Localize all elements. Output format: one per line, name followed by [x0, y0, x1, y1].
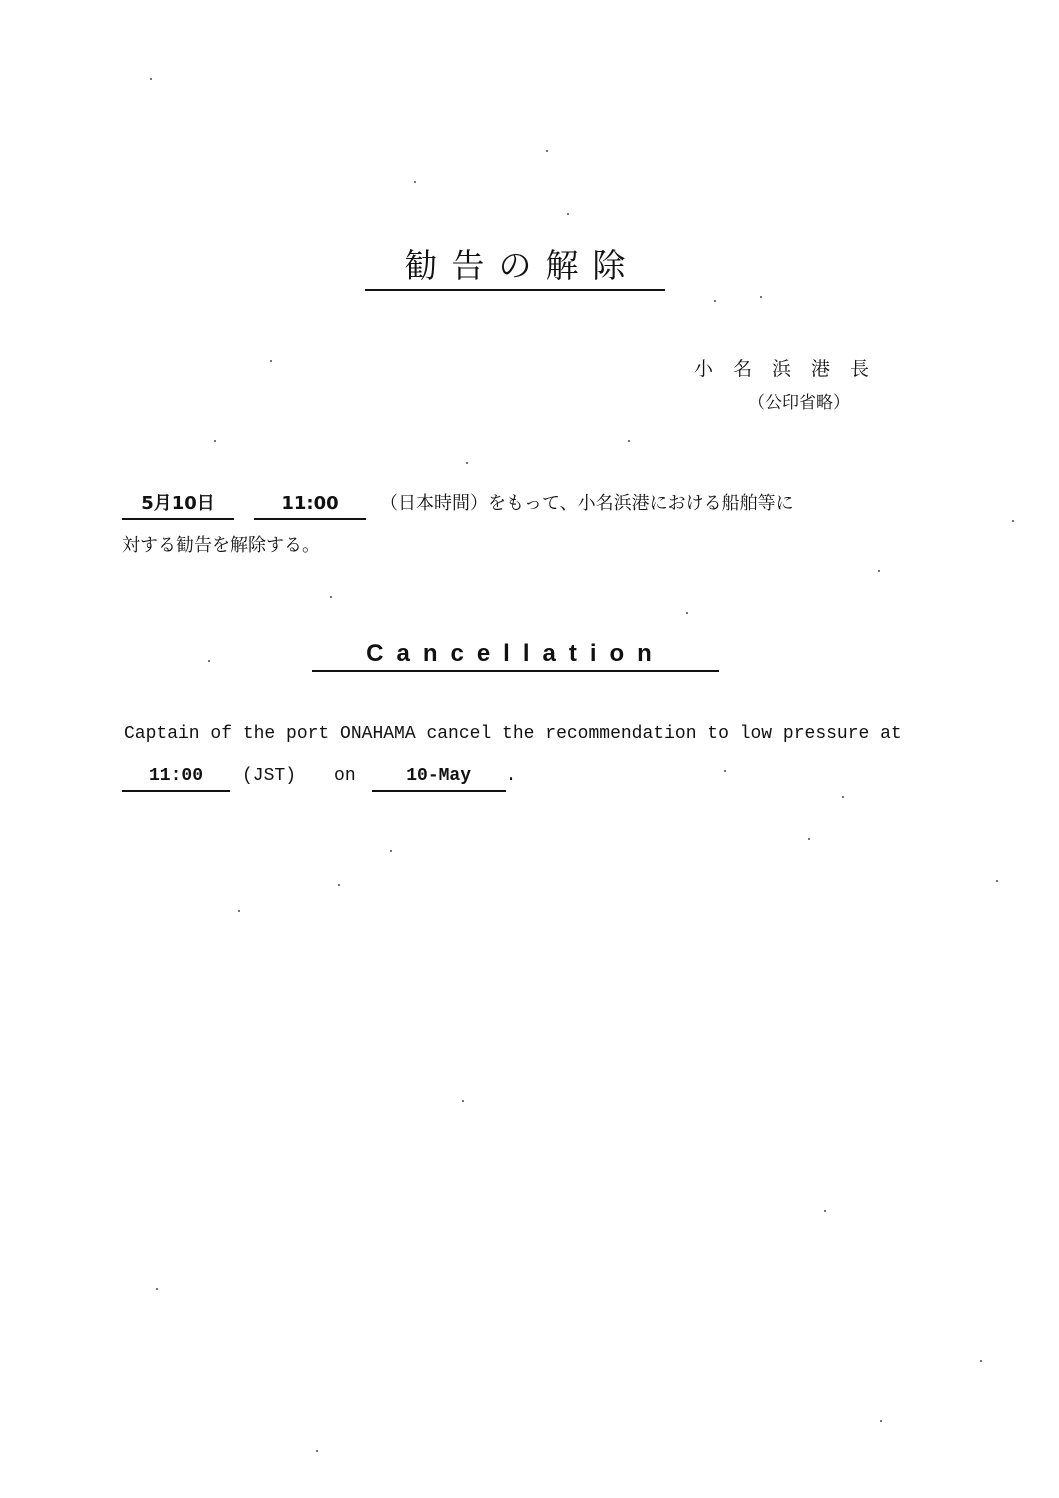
time-field-english: 11:00	[122, 762, 230, 792]
english-notice-line-2	[122, 762, 516, 792]
english-notice-line-1: Captain of the port ONAHAMA cancel the recommendation to low pressure at	[124, 724, 902, 744]
date-field: 5月10日	[122, 490, 234, 520]
on-label: on	[334, 766, 356, 786]
date-field-english: 10-May	[372, 762, 506, 792]
seal-omitted-note: （公印省略）	[748, 393, 850, 413]
japanese-notice-line-1	[122, 490, 794, 520]
time-field: 11:00	[254, 490, 366, 520]
japanese-sentence-text: をもって、小名浜港における船舶等に	[488, 493, 794, 514]
issuer-name: 小名浜港長	[694, 358, 890, 380]
timezone-label-english: (JST)	[242, 766, 297, 786]
page-title-english: Cancellation	[312, 638, 719, 672]
page-title-japanese: 勧告の解除	[365, 243, 665, 291]
sentence-period: .	[505, 766, 517, 786]
japanese-notice-line-2: 対する勧告を解除する。	[122, 535, 320, 556]
timezone-label: （日本時間）	[380, 493, 488, 514]
